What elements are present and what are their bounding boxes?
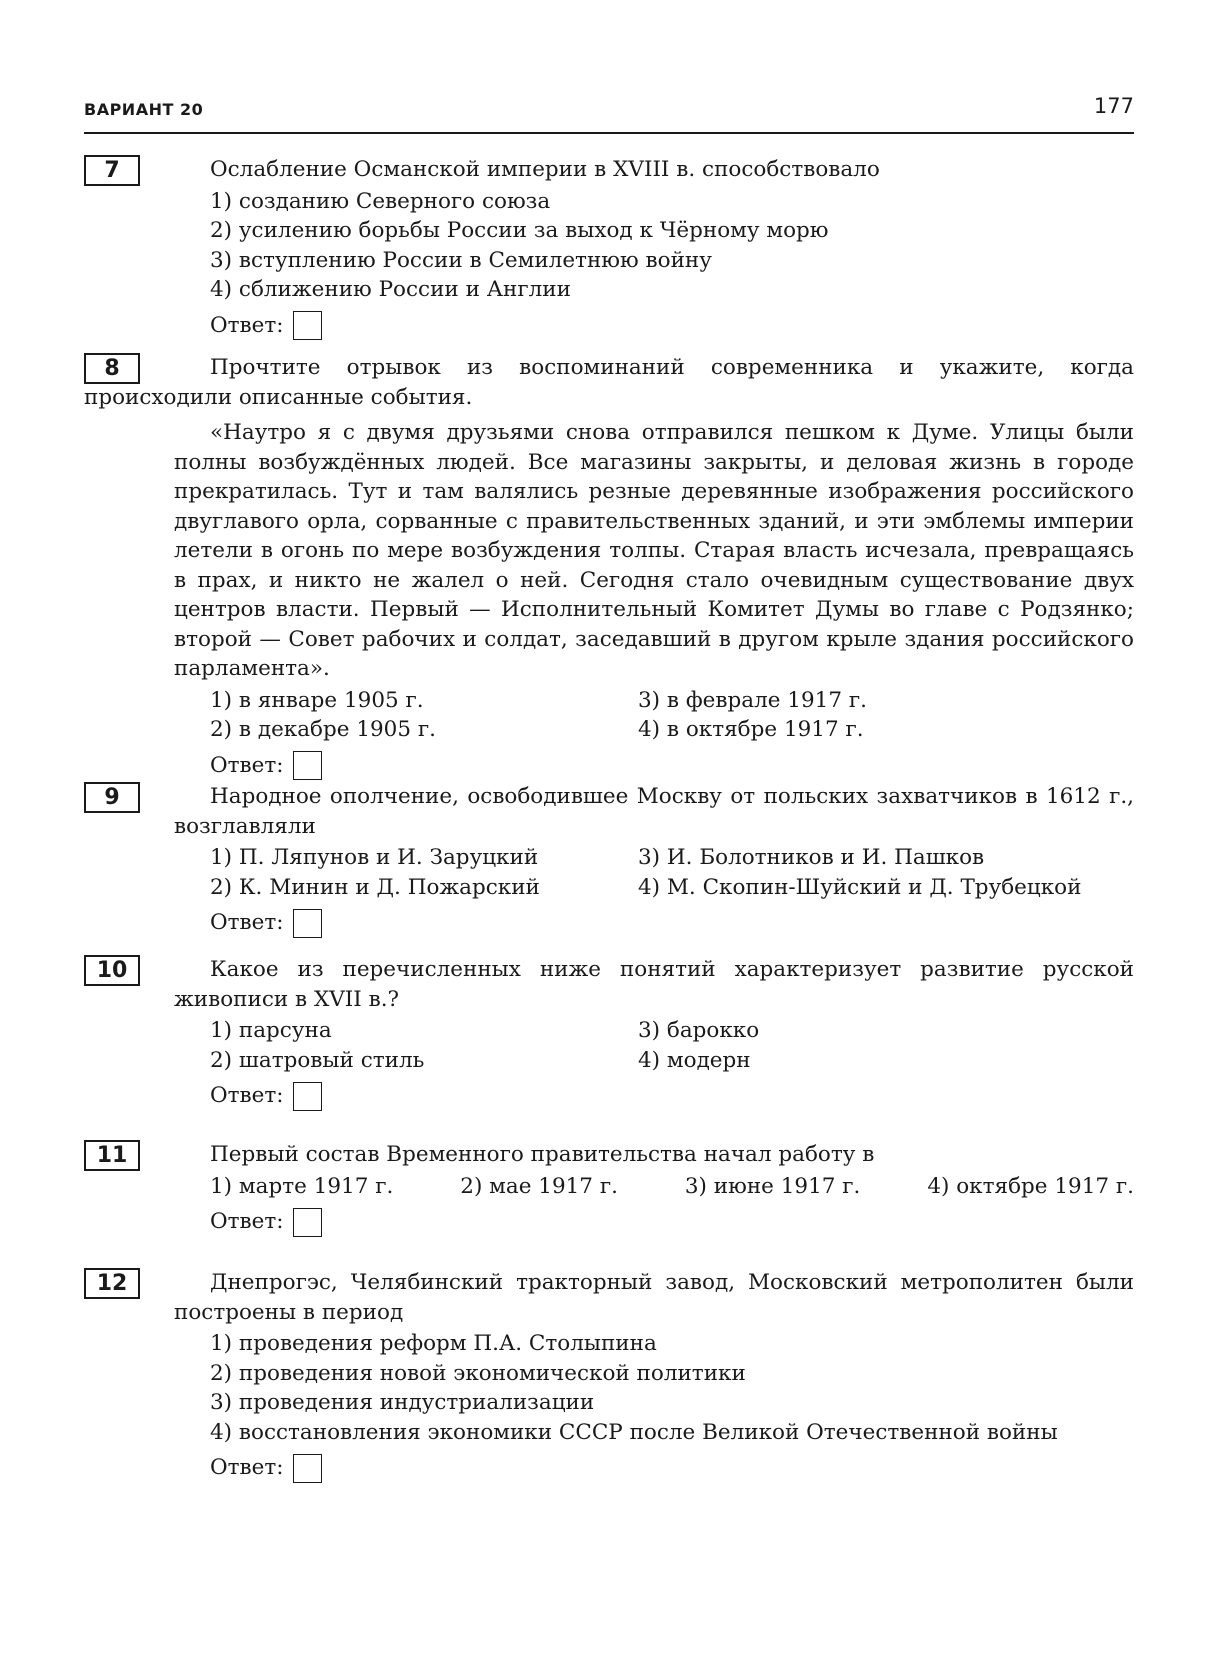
question-body [174, 1140, 1134, 1239]
answer-row [210, 1079, 1134, 1113]
answer-box[interactable] [293, 1208, 322, 1237]
page-number: 177 [1093, 94, 1134, 118]
source-quote: «Наутро я с двумя друзьями снова отправился пешком к Думе. Улицы были полны возбуждённых людей. Все магазины закрыты, и деловая жизнь в городе прекратилась. Тут и там валялись резные деревянные изображения российского двуглавого орла, сорванные с правительственных зданий, и эти эмблемы империи летели в огонь по мере возбуждения толпы. Старая власть исчезала, превращаясь в прах, и никто не жалел о ней. Сегодня стало очевидным существование двух центров власти. Первый — Исполнительный Комитет Думы во главе с Родзянко; второй — Совет рабочих и солдат, заседавший в другом крыле здания российского парламента». [174, 420, 1134, 681]
option: 2) в декабре 1905 г. [210, 717, 436, 742]
question-body [174, 782, 1134, 940]
question-number: 9 [84, 782, 140, 813]
answer-label: Ответ: [210, 752, 284, 778]
variant-label: ВАРИАНТ 20 [84, 100, 204, 119]
option: 2) К. Минин и Д. Пожарский [210, 874, 540, 900]
option: 2) усилению борьбы России за выход к Чёрному морю [210, 218, 829, 243]
option: 3) барокко [638, 1018, 760, 1043]
option: 4) в октябре 1917 г. [638, 717, 864, 742]
option: 1) созданию Северного союза [210, 188, 551, 214]
option: 4) сближению России и Англии [210, 277, 571, 302]
answer-row [210, 1205, 1134, 1239]
options-list [210, 187, 1134, 305]
option: 2) шатровый стиль [210, 1047, 425, 1073]
answer-box[interactable] [293, 1082, 322, 1111]
option: 3) вступлению России в Семилетнюю войну [210, 247, 712, 273]
option: 2) мае 1917 г. [460, 1173, 618, 1199]
option: 3) июне 1917 г. [684, 1173, 861, 1199]
option: 1) П. Ляпунов и И. Заруцкий [210, 845, 539, 870]
answer-row [210, 309, 1134, 343]
options-list [210, 1016, 1134, 1075]
answer-box[interactable] [293, 1454, 322, 1483]
question-text: Ослабление Османской империи в XVIII в. способствовало [210, 157, 880, 182]
answer-row [210, 749, 1134, 783]
answer-box[interactable] [293, 751, 322, 780]
question-body [84, 353, 1134, 783]
option: 1) парсуна [210, 1018, 332, 1043]
option: 4) октябре 1917 г. [927, 1173, 1134, 1199]
question-text: Какое из перечисленных ниже понятий характеризует развитие русской живописи в XVII в.? [174, 957, 1134, 1012]
answer-label: Ответ: [210, 1455, 284, 1481]
option: 3) в феврале 1917 г. [638, 687, 867, 713]
question-number: 10 [84, 955, 140, 986]
question-text: Народное ополчение, освободившее Москву от польских захватчиков в 1612 г., возглавляли [174, 784, 1134, 839]
option: 3) проведения индустриализации [210, 1390, 595, 1415]
options-list [210, 1329, 1134, 1447]
options-list [210, 1172, 1134, 1202]
option: 1) в январе 1905 г. [210, 687, 424, 713]
answer-row [210, 906, 1134, 940]
answer-label: Ответ: [210, 1209, 284, 1235]
answer-label: Ответ: [210, 1083, 284, 1109]
answer-row [210, 1451, 1134, 1485]
answer-label: Ответ: [210, 910, 284, 936]
option: 1) марте 1917 г. [210, 1173, 394, 1199]
question-body [174, 155, 1134, 343]
question-text: Днепрогэс, Челябинский тракторный завод, Московский метрополитен были построены в период [174, 1270, 1134, 1325]
question-body [174, 955, 1134, 1113]
answer-label: Ответ: [210, 312, 284, 338]
question-text: Первый состав Временного правительства начал работу в [210, 1142, 875, 1167]
option: 4) восстановления экономики СССР после Великой Отечественной войны [210, 1419, 1058, 1445]
option: 3) И. Болотников и И. Пашков [638, 845, 985, 870]
options-list [210, 843, 1134, 902]
option: 4) М. Скопин-Шуйский и Д. Трубецкой [638, 874, 1082, 900]
option: 1) проведения реформ П.А. Столыпина [210, 1331, 657, 1356]
page-header [84, 92, 1134, 134]
answer-box[interactable] [293, 311, 322, 340]
options-list [210, 686, 1134, 745]
option: 2) проведения новой экономической политики [210, 1360, 746, 1386]
question-number: 12 [84, 1268, 140, 1299]
question-number: 7 [84, 155, 140, 186]
option: 4) модерн [638, 1047, 751, 1073]
question-number: 8 [84, 353, 140, 384]
question-number: 11 [84, 1140, 140, 1171]
question-text: Прочтите отрывок из воспоминаний современника и укажите, когда происходили описанные события. [84, 355, 1134, 410]
question-body [174, 1268, 1134, 1485]
answer-box[interactable] [293, 909, 322, 938]
